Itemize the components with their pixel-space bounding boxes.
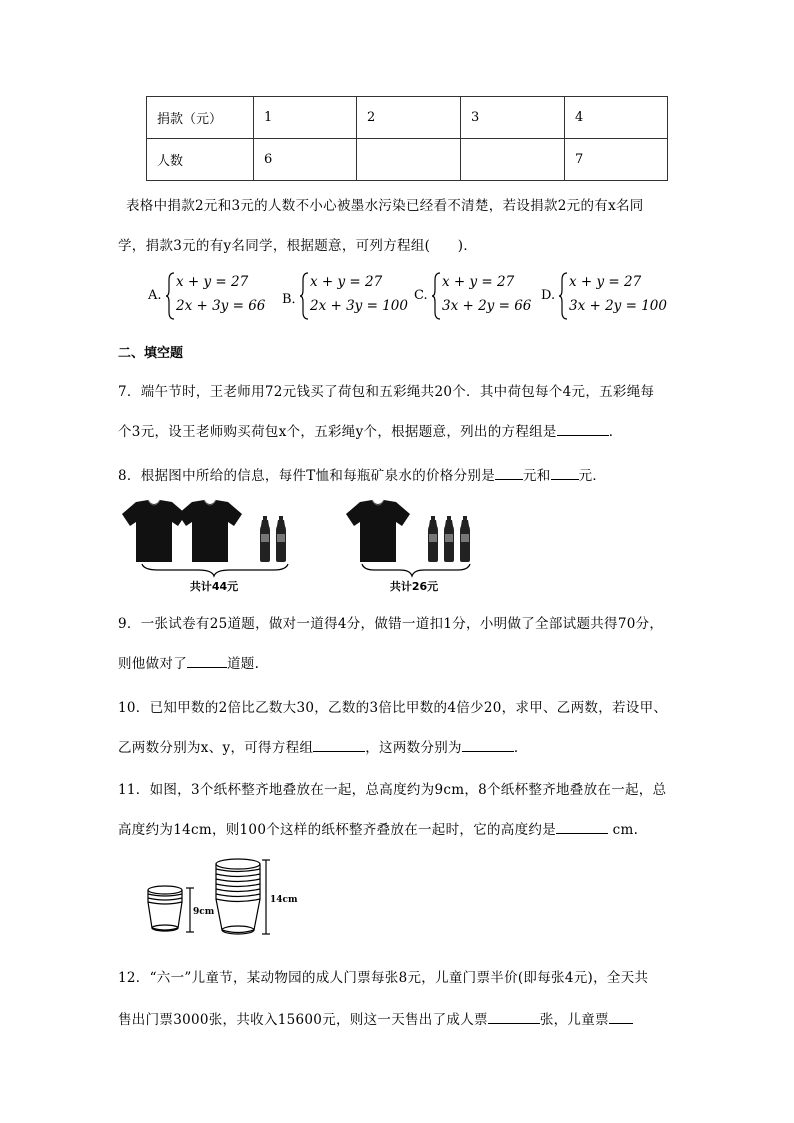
q11-line1: 11．如图，3个纸杯整齐地叠放在一起，总高度约为9cm，8个纸杯整齐地叠放在一起，总 bbox=[118, 782, 667, 798]
label-9cm: 9cm bbox=[193, 907, 215, 917]
q10-line2 bbox=[118, 736, 528, 756]
option-letter: C. bbox=[414, 288, 428, 303]
answer-blank[interactable] bbox=[609, 1010, 633, 1024]
table-row bbox=[147, 139, 668, 181]
answer-blank[interactable] bbox=[313, 738, 365, 752]
table-cell: 捐款（元） bbox=[147, 97, 254, 139]
q6-line1: 表格中捐款2元和3元的人数不小心被墨水污染已经看不清楚，若设捐款2元的有x名同 bbox=[126, 198, 644, 214]
q10-text-a: 乙两数分别为x、y，可得方程组 bbox=[118, 740, 314, 756]
bottle-icon bbox=[260, 516, 270, 562]
q10-text-c: ． bbox=[513, 740, 528, 756]
group-brace-2 bbox=[362, 564, 470, 576]
brace-icon bbox=[431, 272, 441, 320]
cup-rim bbox=[216, 859, 260, 869]
table-cell bbox=[357, 139, 461, 181]
table-cell: 7 bbox=[565, 139, 668, 181]
option-letter: A. bbox=[148, 288, 162, 303]
q7-line1: 7．端午节时，王老师用72元钱买了荷包和五彩绳共20个．其中荷包每个4元，五彩绳每 bbox=[118, 384, 655, 400]
answer-blank[interactable] bbox=[557, 422, 609, 436]
q9-line2 bbox=[118, 652, 259, 672]
q9-text-a: 则他做对了 bbox=[118, 656, 187, 672]
q11-text-b: cm. bbox=[608, 822, 639, 838]
bottle-icon bbox=[428, 516, 438, 562]
equation-2: 2x + 3y = 100 bbox=[310, 298, 408, 314]
group-brace-1 bbox=[142, 564, 288, 576]
q8-text-c: 元． bbox=[578, 468, 607, 484]
q12-line2 bbox=[118, 1008, 633, 1028]
equation-2: 2x + 3y = 66 bbox=[176, 298, 266, 314]
equation-2: 3x + 2y = 100 bbox=[569, 298, 667, 314]
answer-blank[interactable] bbox=[556, 820, 608, 834]
table-cell: 3 bbox=[461, 97, 565, 139]
brace-icon bbox=[165, 272, 175, 320]
q10-line1: 10．已知甲数的2倍比乙数大30，乙数的3倍比甲数的4倍少20，求甲、乙两数，若设甲、 bbox=[118, 700, 668, 716]
table-header-row bbox=[147, 97, 668, 139]
q6-line2: 学，捐款3元的有y名同学，根据题意，可列方程组( )． bbox=[118, 238, 478, 254]
bottle-icon bbox=[460, 516, 470, 562]
option-letter: B． bbox=[282, 292, 305, 307]
q9-line1: 9．一张试卷有25道题，做对一道得4分，做错一道扣1分，小明做了全部试题共得70分， bbox=[118, 616, 664, 632]
table-cell: 6 bbox=[254, 139, 357, 181]
brace-icon bbox=[299, 272, 309, 320]
cup-rim bbox=[148, 886, 182, 894]
equation-1: x + y = 27 bbox=[442, 274, 515, 290]
equation-1: x + y = 27 bbox=[310, 274, 383, 290]
option-letter: D. bbox=[541, 288, 556, 303]
equation-1: x + y = 27 bbox=[176, 274, 249, 290]
tshirt-bottle-figure bbox=[118, 496, 478, 600]
q10-text-b: ，这两数分别为 bbox=[365, 740, 462, 756]
table-cell: 2 bbox=[357, 97, 461, 139]
table-cell: 1 bbox=[254, 97, 357, 139]
caption-2: 共计26元 bbox=[389, 580, 439, 593]
answer-blank[interactable] bbox=[462, 738, 514, 752]
answer-blank[interactable] bbox=[488, 1010, 540, 1024]
caption-1: 共计44元 bbox=[189, 580, 239, 593]
q11-text-a: 高度约为14cm，则100个这样的纸杯整齐叠放在一起时，它的高度约是 bbox=[118, 822, 557, 838]
tshirt-icon bbox=[346, 500, 410, 562]
section-title: 二、填空题 bbox=[118, 346, 184, 361]
answer-blank[interactable] bbox=[551, 466, 579, 480]
paper-cups-figure bbox=[144, 852, 324, 944]
q12-text-b: 张，儿童票 bbox=[539, 1012, 609, 1028]
q12-text-a: 售出门票3000张，共收入15600元，则这一天售出了成人票 bbox=[118, 1012, 488, 1028]
label-14cm: 14cm bbox=[270, 895, 298, 905]
table-cell: 4 bbox=[565, 97, 668, 139]
equation-2: 3x + 2y = 66 bbox=[442, 298, 532, 314]
bottle-icon bbox=[276, 516, 286, 562]
answer-blank[interactable] bbox=[495, 466, 523, 480]
table-cell: 人数 bbox=[147, 139, 254, 181]
q7-line2 bbox=[118, 420, 623, 440]
tshirt-icon bbox=[178, 500, 242, 562]
table-cell bbox=[461, 139, 565, 181]
cup-body bbox=[216, 899, 260, 933]
q7-line2-text: 个3元，设王老师购买荷包x个，五彩绳y个，根据题意，列出的方程组是 bbox=[118, 424, 557, 440]
q8-line bbox=[118, 464, 606, 484]
tshirt-icon bbox=[122, 500, 186, 562]
q9-text-b: 道题. bbox=[227, 656, 260, 672]
equation-1: x + y = 27 bbox=[569, 274, 642, 290]
q12-line1: 12．“六一”儿童节，某动物园的成人门票每张8元，儿童门票半价(即每张4元)，全天共 bbox=[118, 970, 649, 986]
q11-line2 bbox=[118, 818, 638, 838]
cup-body bbox=[148, 902, 182, 930]
q7-line2-end: ． bbox=[608, 424, 623, 440]
q8-text-a: 8．根据图中所给的信息，每件T恤和每瓶矿泉水的价格分别是 bbox=[118, 468, 495, 484]
bottle-icon bbox=[444, 516, 454, 562]
answer-blank[interactable] bbox=[187, 654, 227, 668]
brace-icon bbox=[558, 272, 568, 320]
donation-table bbox=[146, 96, 668, 181]
q8-text-b: 元和 bbox=[523, 468, 551, 484]
